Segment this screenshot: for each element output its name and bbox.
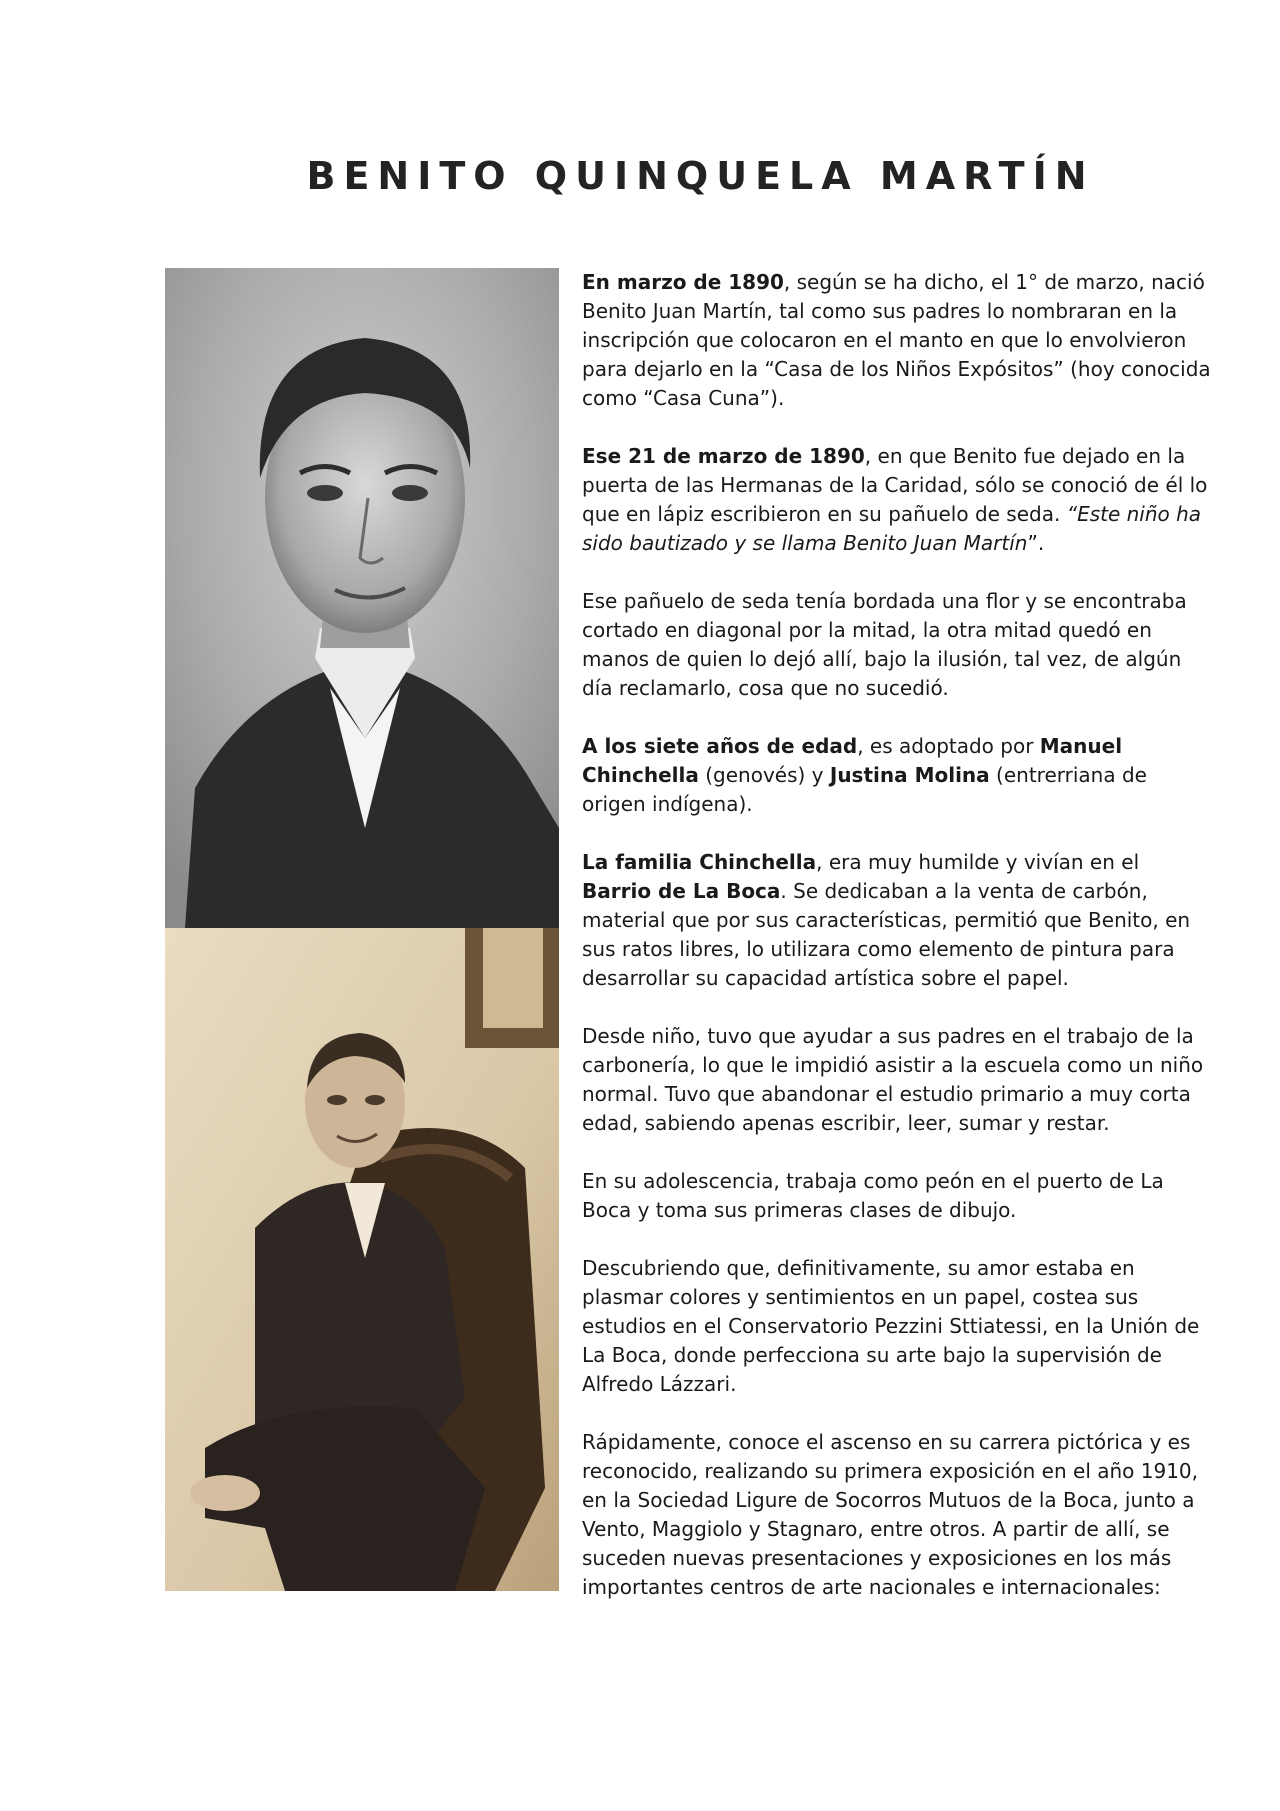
paragraph-2: Ese 21 de marzo de 1890, en que Benito fue dejado en la puerta de las Hermanas de la Caridad, sólo se conoció de él lo que en lápiz escribieron en su pañuelo de seda. “Este niño ha sido bautizado y se llama Benito Juan Martín”. [582, 444, 1208, 555]
page-title: BENITO QUINQUELA MARTÍN [306, 154, 1095, 198]
bw-portrait-photo-icon [165, 268, 559, 928]
paragraph-3: Ese pañuelo de seda tenía bordada una flor y se encontraba cortado en diagonal por la mitad, la otra mitad quedó en manos de quien lo dejó allí, bajo la ilusión, tal vez, de algún día reclamarlo, cosa que no sucedió. [582, 589, 1187, 700]
sepia-seated-photo-icon [165, 928, 559, 1591]
paragraph-9: Rápidamente, conoce el ascenso en su carrera pictórica y es reconocido, realizando su primera exposición en el año 1910, en la Sociedad Ligure de Socorros Mutuos de la Boca, junto a Vento, Maggiolo y Stagnaro, entre otros. A partir de allí, se suceden nuevas presentaciones y exposiciones en los más importantes centros de arte nacionales e internacionales: [582, 1430, 1199, 1599]
paragraph-1: En marzo de 1890, según se ha dicho, el 1° de marzo, nació Benito Juan Martín, tal como sus padres lo nombraran en la inscripción que colocaron en el manto en que lo envolvieron para dejarlo en la “Casa de los Niños Expósitos” (hoy conocida como “Casa Cuna”). [582, 270, 1211, 410]
paragraph-8: Descubriendo que, definitivamente, su amor estaba en plasmar colores y sentimientos en un papel, costea sus estudios en el Conservatorio Pezzini Sttiatessi, en la Unión de La Boca, donde perfecciona su arte bajo la supervisión de Alfredo Lázzari. [582, 1256, 1200, 1396]
portrait-photo [165, 268, 559, 928]
seated-photo [165, 928, 559, 1591]
paragraph-4: A los siete años de edad, es adoptado por Manuel Chinchella (genovés) y Justina Molina (entrerriana de origen indígena). [582, 734, 1147, 816]
paragraph-7: En su adolescencia, trabaja como peón en el puerto de La Boca y toma sus primeras clases de dibujo. [582, 1169, 1164, 1222]
paragraph-6: Desde niño, tuvo que ayudar a sus padres en el trabajo de la carbonería, lo que le impidió asistir a la escuela como un niño normal. Tuvo que abandonar el estudio primario a muy corta edad, sabiendo apenas escribir, leer, sumar y restar. [582, 1024, 1204, 1135]
paragraph-5: La familia Chinchella, era muy humilde y vivían en el Barrio de La Boca. Se dedicaban a la venta de carbón, material que por sus características, permitió que Benito, en sus ratos libres, lo utilizara como elemento de pintura para desarrollar su capacidad artística sobre el papel. [582, 850, 1191, 990]
biography-text [582, 268, 1212, 1631]
